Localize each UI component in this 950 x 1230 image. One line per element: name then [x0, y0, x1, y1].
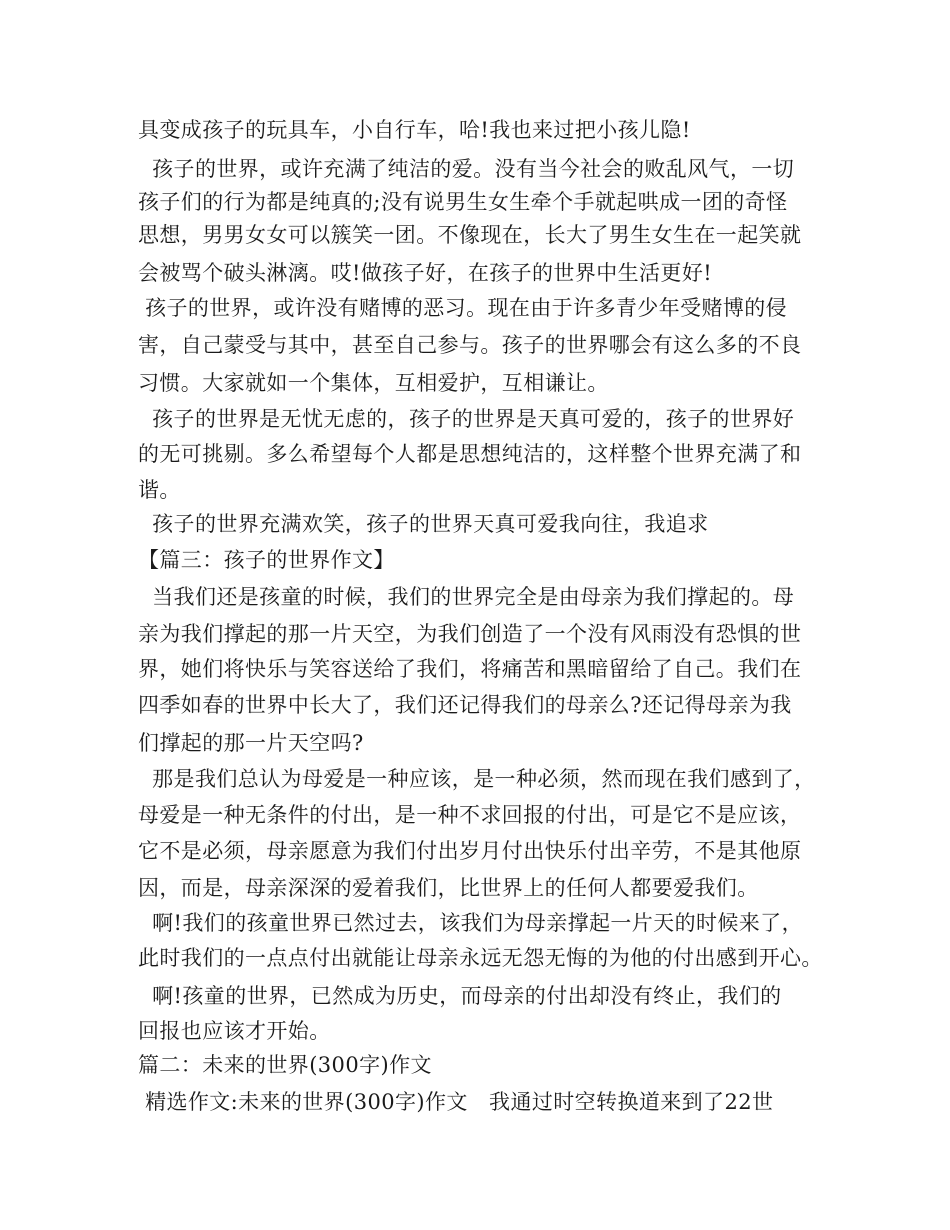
text-line: 啊!孩童的世界，已然成为历史，而母亲的付出却没有终止，我们的 [138, 984, 782, 1008]
section-heading: 篇二：未来的世界(300字)作文 [138, 1053, 432, 1077]
text-line: 谐。 [138, 478, 181, 502]
text-line: 回报也应该才开始。 [138, 1019, 331, 1043]
text-line: 那是我们总认为母爱是一种应该，是一种必须，然而现在我们感到了， [138, 767, 816, 791]
text-line: 思想，男男女女可以簇笑一团。不像现在，长大了男生女生在一起笑就 [138, 223, 802, 247]
text-line: 害，自己蒙受与其中，甚至自己参与。孩子的世界哪会有这么多的不良 [138, 333, 802, 357]
text-line: 的无可挑剔。多么希望每个人都是思想纯洁的，这样整个世界充满了和 [138, 442, 802, 466]
text-line: 具变成孩子的玩具车，小自行车，哈!我也来过把小孩儿隐! [138, 118, 691, 142]
text-line: 界，她们将快乐与笑容送给了我们，将痛苦和黑暗留给了自己。我们在 [138, 657, 802, 681]
text-line: 当我们还是孩童的时候，我们的世界完全是由母亲为我们撑起的。母 [138, 585, 795, 609]
text-line: 孩子的世界是无忧无虑的，孩子的世界是天真可爱的，孩子的世界好 [138, 407, 795, 431]
text-line: 孩子的世界，或许没有赌博的恶习。现在由于许多青少年受赌博的侵 [138, 296, 788, 320]
text-line: 此时我们的一点点付出就能让母亲永远无怨无悔的为他的付出感到开心。 [138, 946, 823, 970]
text-line: 母爱是一种无条件的付出，是一种不求回报的付出，可是它不是应该， [138, 803, 802, 827]
text-line: 孩子们的行为都是纯真的;没有说男生女生牵个手就起哄成一团的奇怪 [138, 190, 788, 214]
text-line: 会被骂个破头淋漓。哎!做孩子好，在孩子的世界中生活更好! [138, 261, 713, 285]
text-line: 孩子的世界，或许充满了纯洁的爱。没有当今社会的败乱风气，一切 [138, 157, 795, 181]
text-line: 亲为我们撑起的那一片天空，为我们创造了一个没有风雨没有恐惧的世 [138, 622, 802, 646]
section-heading: 【篇三：孩子的世界作文】 [138, 548, 395, 572]
text-line: 四季如春的世界中长大了，我们还记得我们的母亲么?还记得母亲为我 [138, 693, 792, 717]
text-line: 孩子的世界充满欢笑，孩子的世界天真可爱我向往，我追求 [138, 512, 709, 536]
text-line: 它不是必须，母亲愿意为我们付出岁月付出快乐付出辛劳，不是其他原 [138, 839, 802, 863]
text-line: 习惯。大家就如一个集体，互相爱护，互相谦让。 [138, 371, 609, 395]
text-line: 精选作文:未来的世界(300字)作文 我通过时空转换道来到了22世 [138, 1090, 774, 1114]
text-line: 啊!我们的孩童世界已然过去，该我们为母亲撑起一片天的时候来了， [138, 911, 803, 935]
text-line: 因，而是，母亲深深的爱着我们，比世界上的任何人都要爱我们。 [138, 876, 759, 900]
text-line: 们撑起的那一片天空吗? [138, 731, 364, 755]
